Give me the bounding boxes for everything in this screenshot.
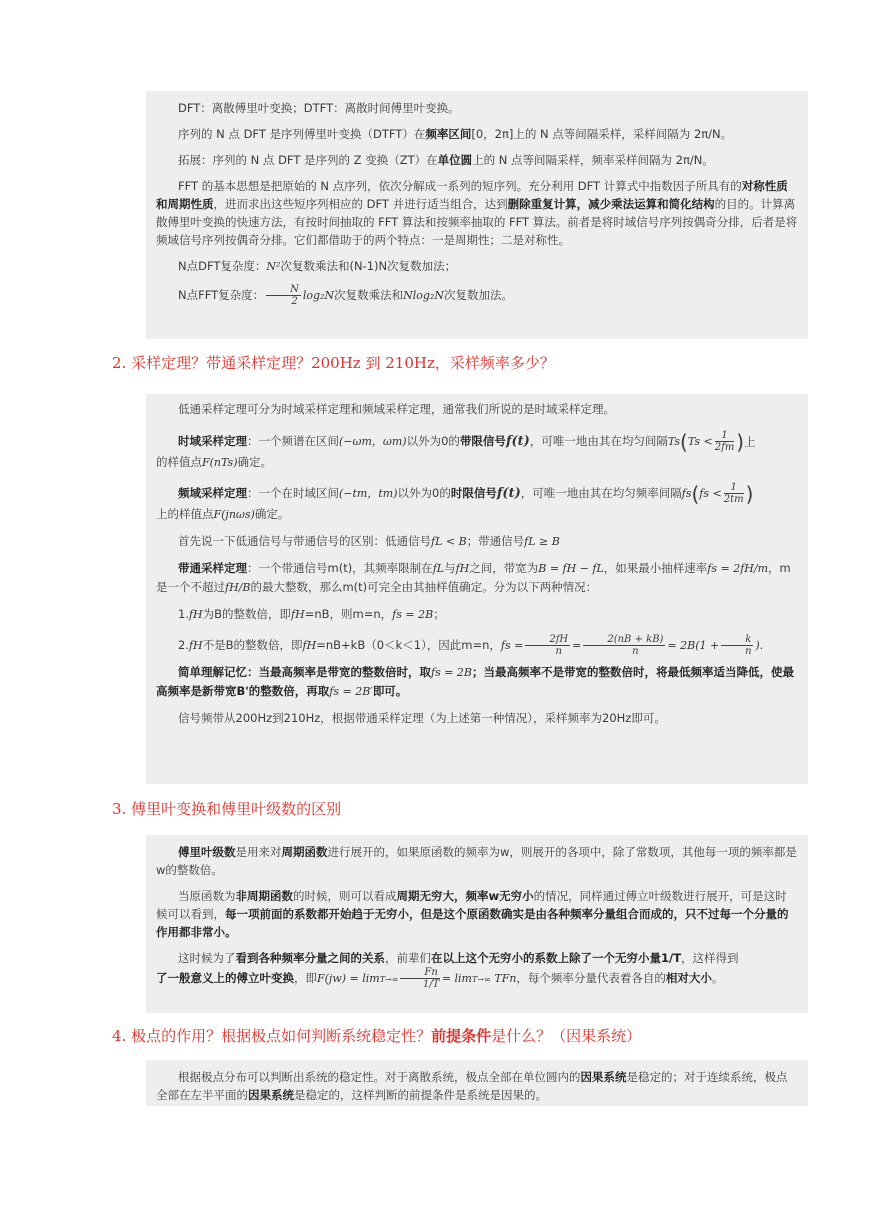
answer-20hz: 信号频带从200Hz到210Hz，根据带通采样定理（为上述第一种情况），采样频率为20Hz即可。 [178, 711, 666, 725]
dft-definition: DFT：离散傅里叶变换；DTFT：离散时间傅里叶变换。 [178, 101, 460, 115]
nonperiodic-text: 当原函数为非周期函数的时候，则可以看成周期无穷大，频率w无穷小的情况，同样通过傅立叶级数进行展开，可是这时候可以看到，每一项前面的系数都开始趋于无穷小，但是这个原函数确实是由各种频率分量组合而成的，只不过每一个分量的作用都非常小。 [156, 889, 789, 939]
dft-sampling-text: 序列的 N 点 DFT 是序列傅里叶变换（DTFT）在频率区间[0，2π]上的 N 点等间隔采样，采样间隔为 2π/N。 [178, 127, 733, 141]
heading-fourier: 3. 傅里叶变换和傅里叶级数的区别 [112, 800, 342, 818]
lowpass-intro: 低通采样定理可分为时域采样定理和频域采样定理，通常我们所说的是时域采样定理。 [178, 402, 615, 416]
fft-idea-text: FFT 的基本思想是把原始的 N 点序列，依次分解成一系列的短序列。充分利用 DFT 计算式中指数因子所具有的对称性质和周期性质，进而求出这些短序列相应的 DFT 并进行适当组合，达到删除重复计算，减少乘法运算和简化结构的目的。计算离散傅里叶变换的快速方法，有按时间抽取的 FFT 算法和按频率抽取的 FFT 算法。前者是将时域信号序列按偶奇分排，后者是将频域信号序列按偶奇分排。它们都借助于的两个特点：一是周期性；二是对称性。 [156, 179, 798, 247]
case-2: 2.fH不是B的整数倍，即fH=nB+kB（0＜k＜1），因此m=n，fs = $\frac{2fH}{n}$ = $\frac{2(nB + kB)}{n}$ = 2B(1 + $\frac{k}{n}$ ). [178, 634, 764, 657]
fourier-series-text: 傅里叶级数是用来对周期函数进行展开的，如果原函数的频率为w，则展开的各项中，除了常数项，其他每一项的频率都是w的整数倍。 [156, 845, 797, 877]
fourier-transform-text: 这时候为了看到各种频率分量之间的关系，前辈们在以上这个无穷小的系数上除了一个无穷小量1/T，这样得到 了一般意义上的傅立叶变换，即F(jw) = limT→∞ $\frac{Fn}{1/T}$ = limT→∞ TFn，每个频率分量代表着各自的相对大小。 [156, 951, 739, 990]
lowpass-vs-bandpass: 首先说一下低通信号与带通信号的区别：低通信号fL < B；带通信号fL ≥ B [178, 534, 560, 548]
dft-fft-box [146, 91, 808, 339]
time-domain-theorem: 时域采样定理：一个频谱在区间(−ωm，ωm)以外为0的带限信号f(t)，可唯一地由其在均匀间隔 Ts ( Ts < $\frac{1}{2fm}$ ) 上 的样值点F(nTs)确定。 [156, 429, 756, 469]
memory-tip: 简单理解记忆：当最高频率是带宽的整数倍时，取fs = 2B；当最高频率不是带宽的整数倍时，将最低频率适当降低，使最高频率是新带宽B'的整数倍，再取fs = 2B′即可。 [156, 665, 795, 698]
bandpass-theorem: 带通采样定理：一个带通信号m(t)，其频率限制在fL与fH之间，带宽为B = fH − fL，如果最小抽样速率fs = 2fH/m，m是一个不超过fH/B的最大整数，那么m(t)可完全由其抽样值确定。分为以下两种情况： [156, 561, 791, 594]
fourier-box [146, 835, 808, 1013]
heading-poles: 4. 极点的作用？根据极点如何判断系统稳定性？前提条件是什么？（因果系统） [112, 1027, 642, 1045]
poles-box [146, 1060, 808, 1106]
poles-text: 根据极点分布可以判断出系统的稳定性。对于离散系统，极点全部在单位圆内的因果系统是稳定的；对于连续系统，极点全部在左半平面的因果系统是稳定的，这样判断的前提条件是系统是因果的。 [156, 1070, 788, 1102]
dft-extension-text: 拓展：序列的 N 点 DFT 是序列的 Z 变换（ZT）在单位圆上的 N 点等间隔采样，频率采样间隔为 2π/N。 [178, 153, 714, 167]
sampling-theorem-box [146, 394, 808, 784]
dft-complexity: N点DFT复杂度：N²次复数乘法和(N-1)N次复数加法； [178, 259, 457, 273]
fft-complexity: N点FFT复杂度： $\frac{N}{2}$ log₂N次复数乘法和Nlog₂N次复数加法。 [178, 284, 513, 307]
freq-domain-theorem: 频域采样定理：一个在时域区间(−tm，tm)以外为0的时限信号f(t)，可唯一地由其在均匀频率间隔 fs ( fs < $\frac{1}{2tm}$ ) 上的样值点F(jnωs)确定。 [156, 481, 754, 521]
case-1: 1.fH为B的整数倍，即fH=nB，则m=n，fs = 2B； [178, 607, 445, 621]
heading-sampling-theorem: 2. 采样定理？带通采样定理？200Hz 到 210Hz，采样频率多少？ [112, 354, 555, 372]
